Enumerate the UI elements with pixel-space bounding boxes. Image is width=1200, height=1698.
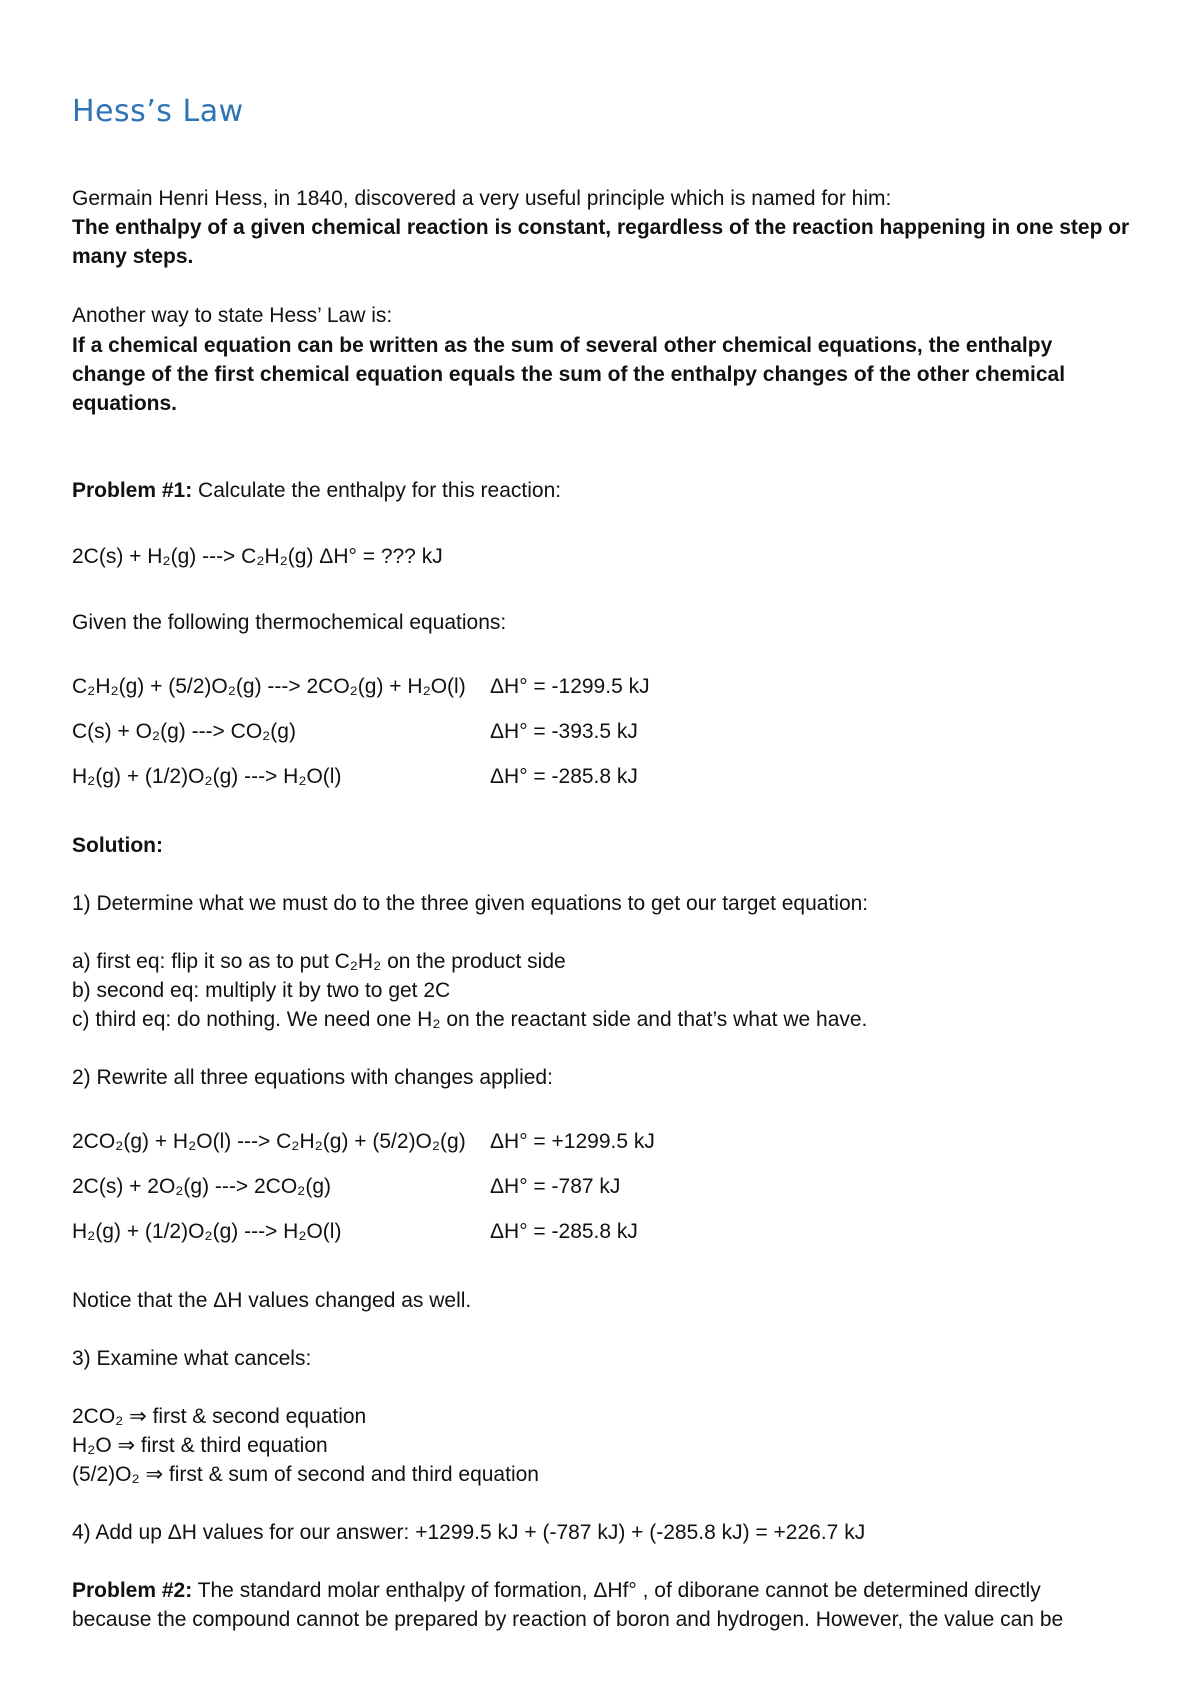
given-equation-3: H₂(g) + (1/2)O₂(g) ---> H₂O(l): [72, 765, 342, 788]
problem-2-text-1: The standard molar enthalpy of formation, ΔHf° , of diborane cannot be determined directly: [192, 1579, 1041, 1602]
given-equation-2: C(s) + O₂(g) ---> CO₂(g): [72, 720, 296, 743]
solution-label: Solution:: [72, 834, 163, 857]
rewritten-equation-3: H₂(g) + (1/2)O₂(g) ---> H₂O(l): [72, 1220, 342, 1243]
given-enthalpy-3: ΔH° = -285.8 kJ: [490, 765, 638, 788]
page-title: Hess’s Law: [72, 94, 244, 129]
given-intro: Given the following thermochemical equations:: [72, 611, 507, 634]
rewritten-enthalpy-2: ΔH° = -787 kJ: [490, 1175, 621, 1198]
intro-text: Germain Henri Hess, in 1840, discovered a very useful principle which is named for him:: [72, 187, 892, 210]
cancel-item-1: 2CO₂ ⇒ first & second equation: [72, 1405, 367, 1428]
step-1c: c) third eq: do nothing. We need one H₂ on the reactant side and that’s what we have.: [72, 1008, 868, 1031]
alt-statement-intro: Another way to state Hess’ Law is:: [72, 304, 393, 327]
problem-1-text: Calculate the enthalpy for this reaction:: [192, 479, 562, 502]
problem-2-label: Problem #2:: [72, 1579, 193, 1602]
alt-statement-line-2: change of the first chemical equation equals the sum of the enthalpy changes of the other chemical: [72, 363, 1066, 386]
step-2: 2) Rewrite all three equations with changes applied:: [72, 1066, 553, 1089]
problem-2-heading: [72, 1576, 1041, 1605]
given-equation-1: C₂H₂(g) + (5/2)O₂(g) ---> 2CO₂(g) + H₂O(l): [72, 675, 466, 698]
target-equation: 2C(s) + H₂(g) ---> C₂H₂(g) ΔH° = ??? kJ: [72, 545, 443, 568]
given-enthalpy-1: ΔH° = -1299.5 kJ: [490, 675, 650, 698]
notice-text: Notice that the ΔH values changed as well.: [72, 1289, 472, 1312]
cancel-item-3: (5/2)O₂ ⇒ first & sum of second and third equation: [72, 1463, 539, 1486]
step-1a: a) first eq: flip it so as to put C₂H₂ on the product side: [72, 950, 566, 973]
rewritten-enthalpy-1: ΔH° = +1299.5 kJ: [490, 1130, 655, 1153]
problem-1-label: Problem #1:: [72, 479, 193, 502]
cancel-item-2: H₂O ⇒ first & third equation: [72, 1434, 328, 1457]
step-3: 3) Examine what cancels:: [72, 1347, 312, 1370]
step-1b: b) second eq: multiply it by two to get 2C: [72, 979, 451, 1002]
given-enthalpy-2: ΔH° = -393.5 kJ: [490, 720, 638, 743]
problem-2-text-2: because the compound cannot be prepared by reaction of boron and hydrogen. However, the value can be: [72, 1608, 1064, 1631]
step-1: 1) Determine what we must do to the three given equations to get our target equation:: [72, 892, 869, 915]
rewritten-equation-2: 2C(s) + 2O₂(g) ---> 2CO₂(g): [72, 1175, 332, 1198]
hess-law-statement-line-1: The enthalpy of a given chemical reaction is constant, regardless of the reaction happening in one step or: [72, 216, 1130, 239]
hess-law-statement-line-2: many steps.: [72, 245, 194, 268]
rewritten-equation-1: 2CO₂(g) + H₂O(l) ---> C₂H₂(g) + (5/2)O₂(g): [72, 1130, 466, 1153]
step-4: 4) Add up ΔH values for our answer: +1299.5 kJ + (-787 kJ) + (-285.8 kJ) = +226.7 kJ: [72, 1521, 866, 1544]
alt-statement-line-1: If a chemical equation can be written as the sum of several other chemical equations, the enthalpy: [72, 334, 1053, 357]
rewritten-enthalpy-3: ΔH° = -285.8 kJ: [490, 1220, 638, 1243]
problem-1-heading: [72, 476, 561, 505]
alt-statement-line-3: equations.: [72, 392, 178, 415]
